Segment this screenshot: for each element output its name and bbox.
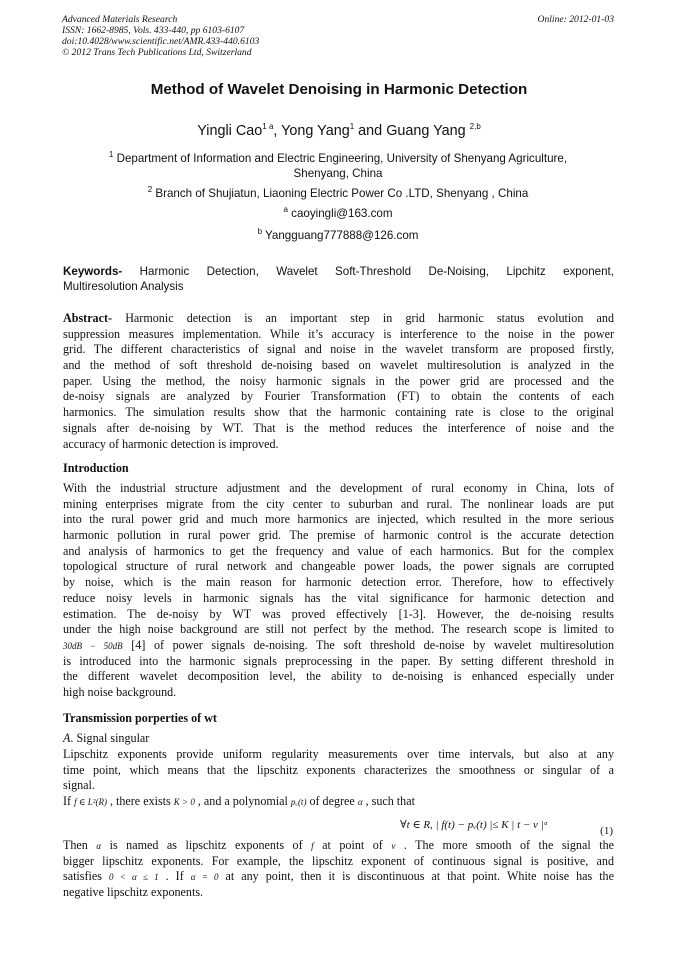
body-line: negative lipschitz exponents. bbox=[63, 885, 204, 900]
section-heading-introduction: Introduction bbox=[63, 461, 129, 475]
body-line: topological structure of rural network and changeable power loads, the power signals are corrupted bbox=[63, 559, 614, 574]
body-line: into the rural power grid and much more harmonics are injected, which resulted in the more serious bbox=[63, 512, 614, 527]
math-inline: f ∈ L²(R) bbox=[74, 797, 107, 808]
author-separator: , bbox=[273, 123, 282, 139]
equation-1: ∀t ∈ R, | f(t) − pᵥ(t) |≤ K | t − v |ᵅ bbox=[400, 819, 549, 831]
keywords-label: Keywords- bbox=[63, 265, 123, 278]
math-inline: K > 0 bbox=[173, 797, 195, 808]
equation-number: (1) bbox=[600, 825, 613, 837]
subsection-title: . Signal singular bbox=[70, 731, 150, 745]
math-inline: α bbox=[357, 797, 363, 808]
then-line: Then α is named as lipschitz exponents of f at point of v . The more smooth of the signal the bbox=[63, 838, 614, 852]
math-inline: pᵥ(t) bbox=[290, 797, 307, 808]
affiliation-mark: 2 bbox=[147, 185, 153, 195]
doi-line: doi:10.4028/www.scientific.net/AMR.433-440.6103 bbox=[62, 36, 260, 47]
body-line: estimation. The de-noisy by WT was proved effectively [1-3]. However, the de-noising results bbox=[63, 606, 614, 621]
math-inline: v bbox=[391, 841, 396, 851]
body-line: and analysis of harmonics to get the frequency and value of each harmonics. But for the complex bbox=[63, 543, 614, 558]
body-line: harmonic pollution in rural power grid. The premise of harmonic control is the accurate detection bbox=[63, 528, 614, 543]
journal-header bbox=[62, 14, 259, 58]
body-line: time point, which means that the lipschitz exponents characterizes the smoothness or singular of a bbox=[63, 762, 614, 777]
abstract-line: grid. The different characteristics of signal and noise in the wavelet transform are proposed firstly, bbox=[63, 342, 614, 357]
abstract-line: accuracy of harmonic detection is improved. bbox=[63, 436, 279, 451]
math-inline: α bbox=[96, 841, 102, 851]
body-line: Lipschitz exponents provide uniform regularity measurements over time intervals, but also at any bbox=[63, 747, 614, 761]
abstract-label: Abstract- bbox=[63, 311, 113, 325]
abstract bbox=[63, 311, 614, 452]
abstract-line: paper. Using the method, the noisy harmonic signals in the power grid are processed and the bbox=[63, 373, 614, 388]
author-name: Guang Yang bbox=[386, 123, 470, 139]
affiliation-text: Branch of Shujiatun, Liaoning Electric Power Co .LTD, Shenyang , China bbox=[152, 187, 529, 200]
lipschitz-body bbox=[63, 747, 614, 810]
if-line: If f ∈ L²(R) , there exists K > 0 , and a polynomial pᵥ(t) of degree α , such that bbox=[63, 794, 415, 809]
keywords-text: Multiresolution Analysis bbox=[63, 280, 184, 293]
lipschitz-body-continued bbox=[63, 838, 614, 901]
body-line: With the industrial structure adjustment and the development of rural economy in China, lots of bbox=[63, 481, 614, 495]
body-line: by noise, which is the main reason for harmonic detection error. Therefore, how to effectively bbox=[63, 575, 614, 590]
abstract-line: harmonics. The simulation results show that the harmonic containing rate is close to the original bbox=[63, 405, 614, 420]
author-affiliation-mark: 1 bbox=[349, 122, 355, 132]
abstract-line: Harmonic detection is an important step in grid harmonic status evolution and bbox=[112, 311, 614, 325]
author-name: Yingli Cao bbox=[197, 123, 263, 139]
keywords-text: Harmonic Detection, Wavelet Soft-Threshold De-Noising, Lipchitz exponent, bbox=[122, 265, 614, 278]
affiliation-text: Department of Information and Electric Engineering, University of Shenyang Agriculture, bbox=[113, 152, 568, 165]
body-line: high noise background. bbox=[63, 684, 177, 699]
affiliation-2 bbox=[60, 186, 616, 201]
subsection-label: A bbox=[63, 731, 71, 745]
email-mark: b bbox=[257, 227, 263, 237]
abstract-line: signals after de-noising by WT. That is the method reduces the interference of noise and the bbox=[63, 420, 614, 435]
section-heading-transmission: Transmission porperties of wt bbox=[63, 711, 217, 725]
email-b bbox=[60, 228, 616, 243]
math-inline: α = 0 bbox=[190, 872, 219, 883]
math-inline: 0 < α ≤ 1 bbox=[108, 872, 159, 883]
body-line: mining enterprises migrate from the city center to suburban and rural. The nonlinear loads are put bbox=[63, 496, 614, 511]
author-affiliation-mark: 2,b bbox=[469, 122, 481, 132]
paper-title: Method of Wavelet Denoising in Harmonic Detection bbox=[150, 81, 528, 98]
subsection-heading bbox=[63, 731, 614, 747]
math-inline: f bbox=[311, 841, 314, 851]
body-line: bigger lipschitz exponents. For example, the lipschitz exponent of continuous signal is positive, and bbox=[63, 853, 614, 868]
body-line: reduce noisy levels in harmonic signals has the vital significance for harmonic detection and bbox=[63, 590, 614, 605]
abstract-line: and the method of soft threshold de-noising based on wavelet multiresolution is analyzed in the bbox=[63, 358, 614, 373]
author-separator: and bbox=[354, 123, 387, 139]
body-line: the different wavelet decomposition level, the ability to de-noising is enhanced especially under bbox=[63, 669, 614, 684]
body-line: signal. bbox=[63, 778, 95, 793]
email-mark: a bbox=[283, 205, 288, 215]
email-address: caoyingli@163.com bbox=[287, 207, 393, 220]
affiliation-mark: 1 bbox=[108, 150, 114, 160]
email-a bbox=[60, 206, 616, 221]
range-math: 30dB − 50dB bbox=[63, 640, 123, 651]
abstract-line: suppression measures implementation. While it’s accuracy is interference to the noise in the power bbox=[63, 326, 614, 341]
issn-line: ISSN: 1662-8985, Vols. 433-440, pp 6103-6107 bbox=[62, 25, 245, 36]
affiliation-1 bbox=[60, 151, 616, 181]
body-line: under the high noise background are still not perfect by the method. The research scope is limited to bbox=[63, 622, 614, 637]
online-date: Online: 2012-01-03 bbox=[537, 14, 614, 25]
copyright-line: © 2012 Trans Tech Publications Ltd, Switzerland bbox=[62, 47, 252, 58]
journal-name: Advanced Materials Research bbox=[62, 14, 178, 25]
introduction-body bbox=[63, 481, 614, 701]
author-name: Yong Yang bbox=[281, 123, 350, 139]
body-line: [4] of power signals de-noising. The soft threshold de-noise by wavelet multiresolution bbox=[122, 637, 614, 652]
affiliation-text: Shenyang, China bbox=[293, 167, 383, 180]
author-affiliation-mark: 1 a bbox=[262, 122, 274, 132]
abstract-line: de-noisy signals are analyzed by Fourier Transformation (FT) to obtain the contents of each bbox=[63, 389, 614, 404]
sat-line: satisfies 0 < α ≤ 1 . If α = 0 at any point, then it is discontinuous at that point. White noise has the bbox=[63, 869, 614, 884]
keywords bbox=[63, 264, 614, 294]
email-address: Yangguang777888@126.com bbox=[262, 229, 419, 242]
body-line: is introduced into the harmonic signals preprocessing in the paper. By setting different threshold in bbox=[63, 653, 614, 668]
author-list bbox=[0, 123, 678, 139]
